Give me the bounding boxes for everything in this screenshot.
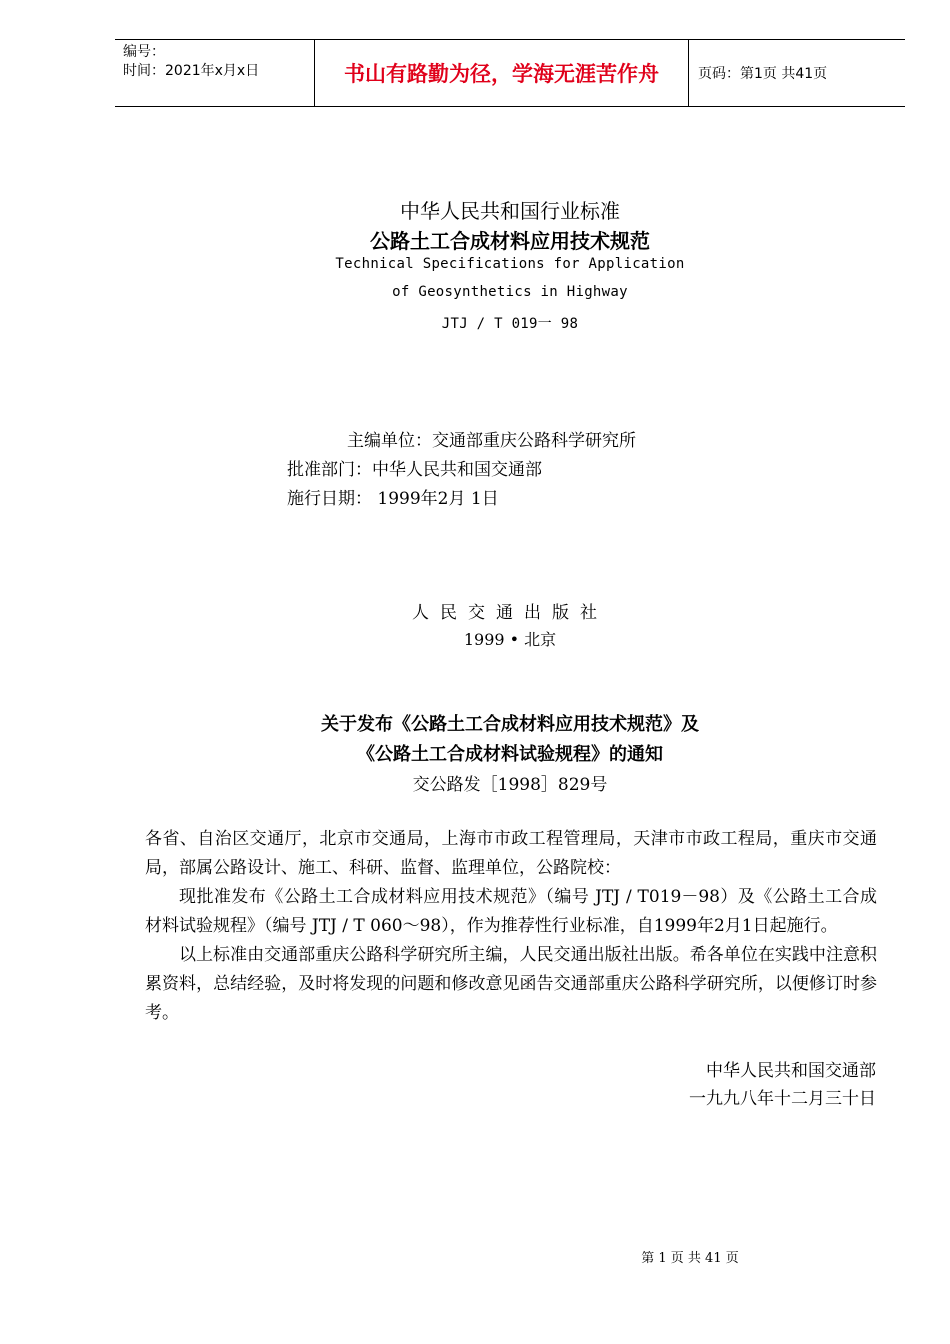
header-left-cell bbox=[115, 40, 315, 106]
notice-addressees: 各省、自治区交通厅，北京市交通局，上海市市政工程管理局，天津市市政工程局，重庆市交通局，部属公路设计、施工、科研、监督、监理单位，公路院校： bbox=[145, 829, 877, 878]
notice-doc-number: 交公路发［1998］829号 bbox=[412, 775, 608, 795]
notice-paragraph-1: 现批准发布《公路土工合成材料应用技术规范》（编号 JTJ / T019－98）及《公路土工合成材料试验规程》（编号 JTJ / T 060～98），作为推荐性行业标准，自1999年2月1日起施行。 bbox=[145, 887, 877, 936]
editor-unit: 主编单位：交通部重庆公路科学研究所 bbox=[347, 431, 636, 451]
notice-paragraph-2: 以上标准由交通部重庆公路科学研究所主编，人民交通出版社出版。希各单位在实践中注意积累资料，总结经验，及时将发现的问题和修改意见函告交通部重庆公路科学研究所，以便修订时参考。 bbox=[145, 945, 877, 1023]
publisher-name: 人民交通出版社 bbox=[412, 603, 608, 623]
approval-department: 批准部门：中华人民共和国交通部 bbox=[287, 460, 542, 480]
english-title-line1: Technical Specifications for Application bbox=[335, 256, 685, 272]
number-label: 编号： bbox=[123, 44, 165, 60]
publish-date: 1999 • 北京 bbox=[463, 630, 557, 649]
notice-title-line2: 《公路土工合成材料试验规程》的通知 bbox=[357, 744, 663, 765]
standard-category: 中华人民共和国行业标准 bbox=[400, 199, 620, 223]
notice-body bbox=[145, 825, 877, 1028]
page-info: 页码：第1页 共41页 bbox=[698, 66, 828, 82]
page-footer: 第 1 页 共 41 页 bbox=[641, 1251, 739, 1266]
standard-code: JTJ / T 019一 98 bbox=[441, 316, 579, 332]
header-table bbox=[115, 39, 905, 107]
sign-date: 一九九八年十二月三十日 bbox=[689, 1089, 876, 1109]
effective-date: 施行日期： 1999年2月 1日 bbox=[287, 489, 499, 509]
motto: 书山有路勤为径，学海无涯苦作舟 bbox=[315, 40, 689, 106]
signer: 中华人民共和国交通部 bbox=[706, 1061, 876, 1081]
english-title-line2: of Geosynthetics in Highway bbox=[392, 284, 628, 300]
time-label: 时间：2021年x月x日 bbox=[123, 63, 260, 79]
document-title: 公路土工合成材料应用技术规范 bbox=[370, 229, 650, 253]
notice-title-line1: 关于发布《公路土工合成材料应用技术规范》及 bbox=[321, 714, 699, 735]
